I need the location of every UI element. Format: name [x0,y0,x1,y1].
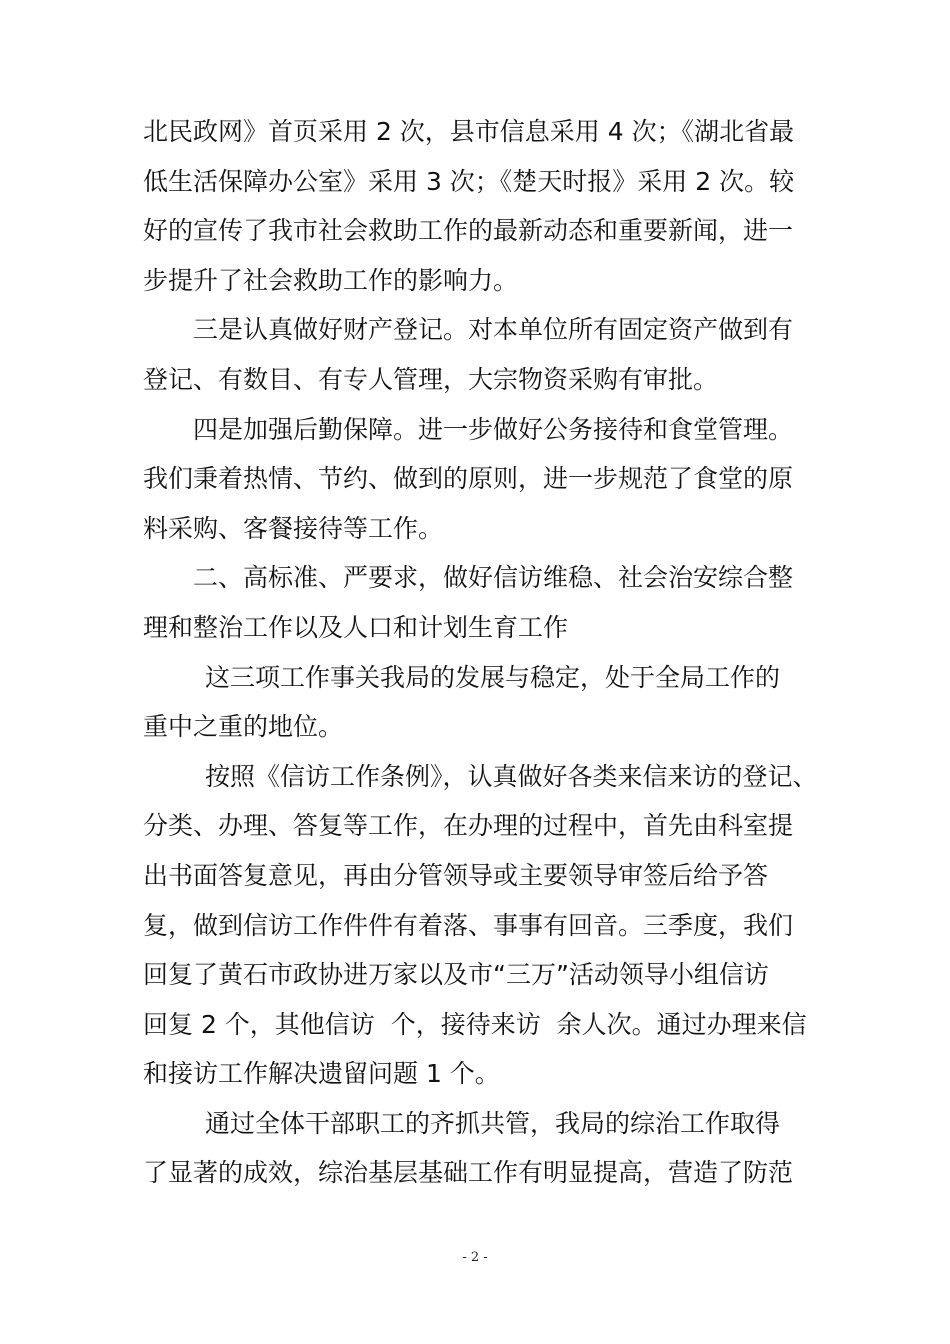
page-number: - 2 - [462,1250,488,1265]
text-line: 步提升了社会救助工作的影响力。 [143,265,519,295]
section-heading-continued: 理和整治工作以及人口和计划生育工作 [143,612,569,642]
paragraph-first-line: 这三项工作事关我局的发展与稳定，处于全局工作的 [205,662,781,692]
text-line: 分类、办理、答复等工作，在办理的过程中，首先由科室提 [143,811,794,841]
text-line: 登记、有数目、有专人管理，大宗物资采购有审批。 [143,364,719,394]
text-line: 重中之重的地位。 [143,712,344,742]
text-line: 低生活保障办公室》采用 3 次；《楚天时报》采用 2 次。较 [143,166,795,196]
paragraph-first-line: 通过全体干部职工的齐抓共管，我局的综治工作取得 [205,1108,781,1138]
text-line: 料采购、客餐接待等工作。 [143,513,444,543]
document-body [143,112,823,1203]
text-line: 北民政网》首页采用 2 次，县市信息采用 4 次；《湖北省最 [143,117,795,146]
text-line: 我们秉着热情、节约、做到的原则，进一步规范了食堂的原 [143,464,794,494]
paragraph-first-line: 三是认真做好财产登记。对本单位所有固定资产做到有 [193,315,794,345]
text-line: 出书面答复意见，再由分管领导或主要领导审签后给予答 [143,860,769,890]
text-line: 复，做到信访工作件件有着落、事事有回音。三季度，我们 [143,910,794,940]
text-line: 回复 2 个，其他信访 个，接待来访 余人次。通过办理来信 [143,1009,807,1039]
text-line: 回复了黄石市政协进万家以及市“三万”活动领导小组信访 [143,960,769,990]
paragraph-first-line: 四是加强后勤保障。进一步做好公务接待和食堂管理。 [193,414,794,444]
paragraph-first-line: 按照《信访工作条例》，认真做好各类来信来访的登记、 [205,761,818,791]
text-line: 了显著的成效，综治基层基础工作有明显提高，营造了防范 [143,1158,794,1188]
section-heading: 二、高标准、严要求，做好信访维稳、社会治安综合整 [193,563,794,593]
text-line: 好的宣传了我市社会救助工作的最新动态和重要新闻，进一 [143,216,794,246]
text-line: 和接访工作解决遗留问题 1 个。 [143,1059,500,1089]
